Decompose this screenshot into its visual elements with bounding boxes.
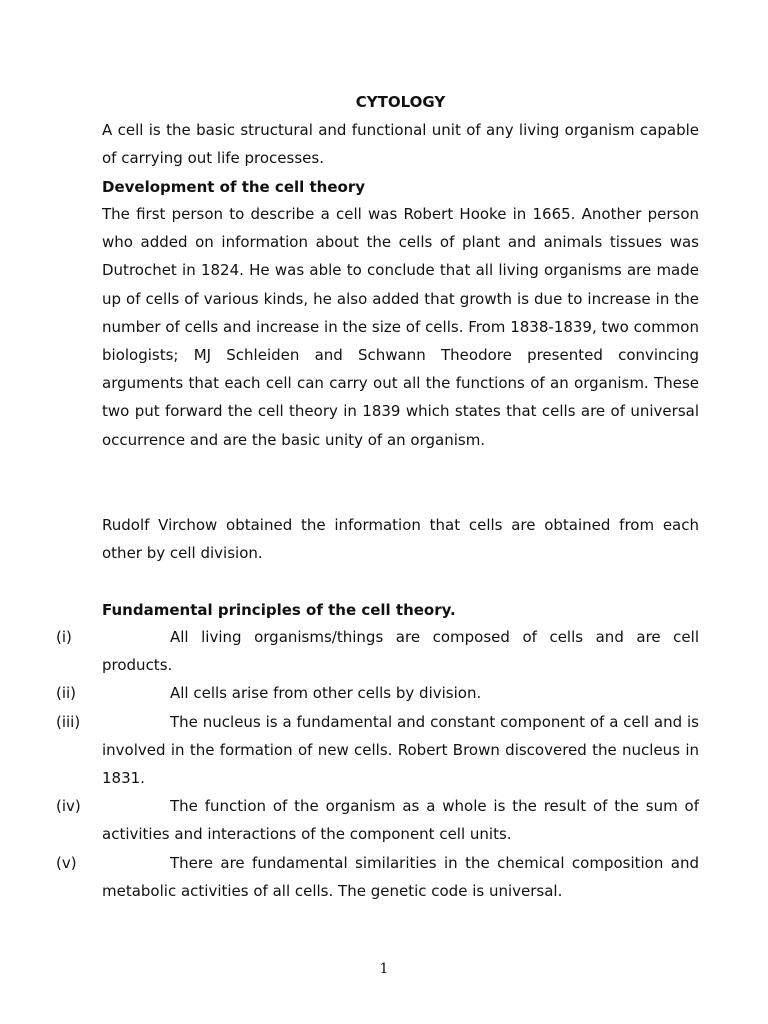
section-heading-cell-theory-development: Development of the cell theory (102, 178, 366, 196)
list-item-number: (ii) (56, 684, 77, 702)
list-item-text: All living organisms/things are composed of cells and are cell products. (102, 628, 699, 675)
cell-theory-history-paragraph: The first person to describe a cell was Robert Hooke in 1665. Another person who added on information about the cells of plant and animals tissues was Dutrochet in 1824. He was able to conclude that all living organisms are made up of cells of various kinds, he also added that growth is due to increase in the number of cells and increase in the size of cells. From 1838-1839, two common biologists; MJ Schleiden and Schwann Theodore presented convincing arguments that each cell can carry out all the functions of an organism. These two put forward the cell theory in 1839 which states that cells are of universal occurrence and are the basic unity of an organism. (102, 205, 699, 449)
list-item-text: The function of the organism as a whole is the result of the sum of activities and interactions of the component cell units. (102, 797, 699, 844)
list-item-number: (v) (56, 854, 77, 872)
list-item-text: There are fundamental similarities in the chemical composition and metabolic activities of all cells. The genetic code is universal. (102, 854, 699, 901)
list-item-text: All cells arise from other cells by division. (170, 684, 482, 702)
intro-paragraph: A cell is the basic structural and functional unit of any living organism capable of carrying out life processes. (102, 121, 699, 168)
page-number: 1 (379, 961, 389, 977)
list-item-number: (i) (56, 628, 72, 646)
list-item-number: (iv) (56, 797, 81, 815)
virchow-paragraph: Rudolf Virchow obtained the information that cells are obtained from each other by cell division. (102, 516, 699, 563)
list-item-text: The nucleus is a fundamental and constant component of a cell and is involved in the formation of new cells. Robert Brown discovered the nucleus in 1831. (102, 713, 699, 788)
document-title: CYTOLOGY (355, 93, 446, 111)
list-item-number: (iii) (56, 713, 81, 731)
section-heading-principles: Fundamental principles of the cell theory. (102, 601, 456, 619)
